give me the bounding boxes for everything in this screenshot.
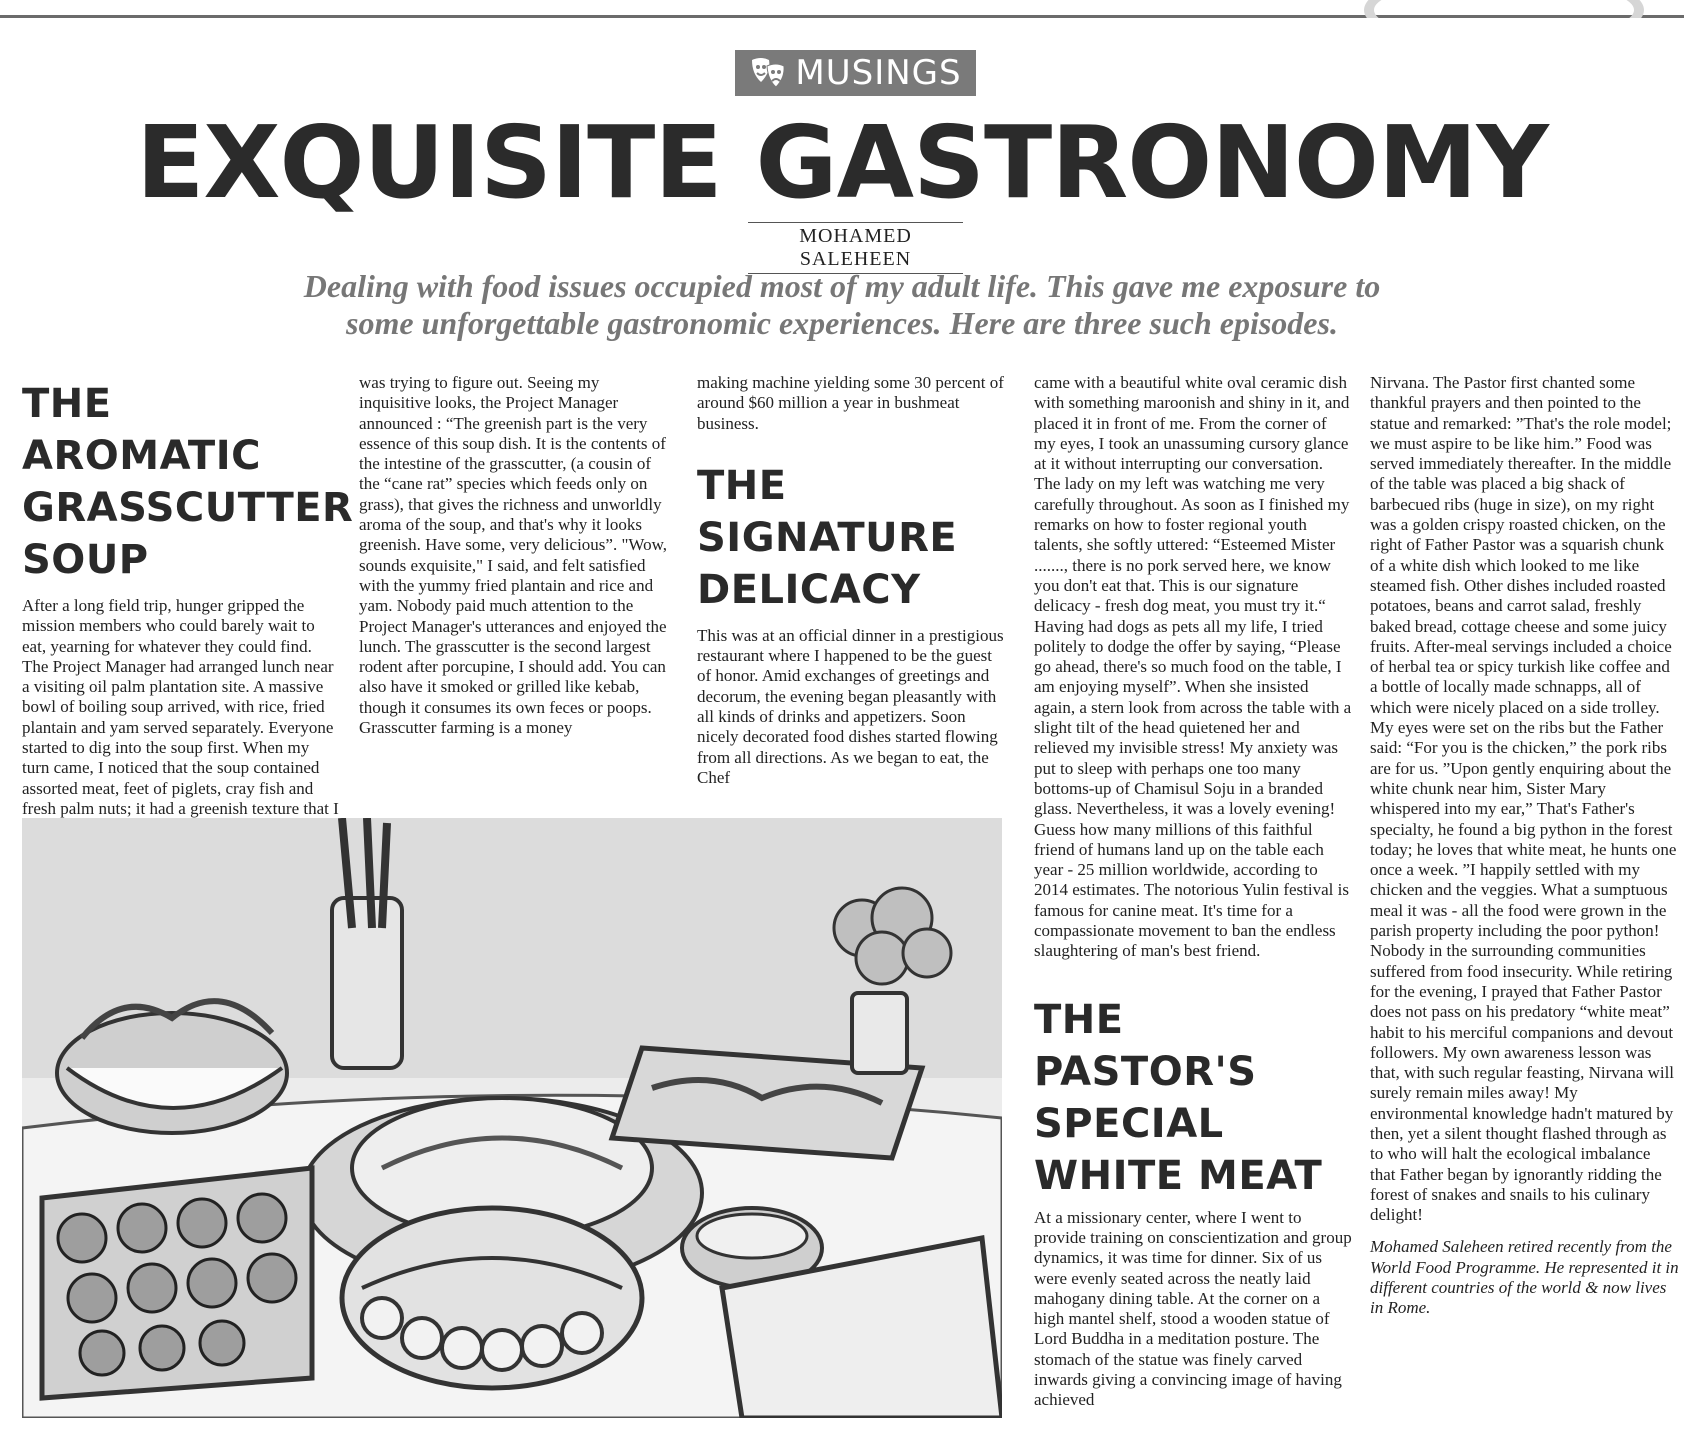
food-illustration	[22, 818, 1002, 1418]
column-3	[697, 373, 1007, 788]
page-title: EXQUISITE GASTRONOMY	[136, 104, 1548, 221]
byline: MOHAMED SALEHEEN	[748, 222, 963, 274]
column-4	[1034, 373, 1352, 1411]
story-paragraph: came with a beautiful white oval ceramic dish with something maroonish and shiny in it, and placed it in front of me. From the corner of my eyes, I took an unassuming cursory glance at it without interrupting our conversation. The lady on my left was watching me very carefully throughout. As soon as I finished my remarks on how to foster regional youth talents, she softly uttered: “Esteemed Mister ......., there is no pork served here, we know you don't eat that. This is our signature delicacy - fresh dog meat, you must try it.“ Having had dogs as pets all my life, I tried politely to dodge the offer by saying, “Please go ahead, there's so much food on the table, I am enjoying myself”. When she insisted again, a stern look from across the table with a slight tilt of the head quietened her and relieved my invisible stress! My anxiety was put to sleep with perhaps one too many bottoms-up of Chamisul Soju in a branded glass. Nevertheless, it was a lovely evening! Guess how many millions of this faithful friend of humans land up on the table each year - 25 million worldwide, according to 2014 estimates. The notorious Yulin festival is famous for canine meat. It's time for a compassionate movement to ban the endless slaughtering of man's best friend.	[1034, 373, 1352, 961]
story-heading-grasscutter: THE AROMATIC GRASSCUTTER SOUP	[22, 381, 354, 583]
column-1	[22, 378, 354, 819]
standfirst-line: Dealing with food issues occupied most of my adult life. This gave me exposure to	[303, 268, 1381, 304]
story-paragraph: This was at an official dinner in a prestigious restaurant where I happened to be the guest of honor. Amid exchanges of greetings and decorum, the evening began pleasantly with all kinds of drinks and appetizers. Soon nicely decorated food dishes started flowing from all directions. As we began to eat, the Chef	[697, 625, 1004, 787]
story-paragraph: Nirvana. The Pastor first chanted some thankful prayers and then pointed to the statue and remarked: ”That's the role model; we must aspire to be like him.” Food was served immediately thereafter. In the middle of the table was placed a big shack of barbecued ribs (huge in size), on my right was a golden crispy roasted chicken, on the right of Father Pastor was a squarish chunk of a white dish which looked to me like steamed fish. Other dishes included roasted potatoes, beans and carrot salad, freshly baked bread, cottage cheese and some juicy fruits. After-meal servings included a choice of herbal tea or spicy turkish like coffee and a bottle of locally made schnapps, all of which were nicely placed on a side trolley. My eyes were set on the ribs but the Father said: “For you is the chicken,” the pork ribs are for us. ”Upon gently enquiring about the white chunk near him, Sister Mary whispered into my ear,” That's Father's specialty, he found a big python in the forest today; he loves that white meat, he hunts one once a week. ”I happily settled with my chicken and the veggies. What a sumptuous meal it was - all the food were grown in the parish property including the poor python! Nobody in the surrounding communities suffered from food insecurity. While retiring for the evening, I prayed that Father Pastor does not pass on his predatory “white meat” habit to his merciful companions and devout followers. My own awareness lesson was that, with such regular feasting, Nirvana will surely remain miles away! My environmental knowledge hadn't matured by then, yet a silent thought flashed through as to who will halt the ecological imbalance that Father began by ignorantly ridding the forest of snakes and snails to his culinary delight!	[1370, 373, 1677, 1225]
standfirst	[180, 268, 1504, 342]
story-heading-signature: THE SIGNATURE DELICACY	[697, 462, 958, 613]
section-badge	[735, 50, 976, 96]
column-5	[1370, 373, 1680, 1319]
story-paragraph: making machine yielding some 30 percent of around $60 million a year in bushmeat business.	[697, 373, 1004, 433]
food-illustration-drawing	[22, 818, 1002, 1418]
story-paragraph: was trying to figure out. Seeing my inquisitive looks, the Project Manager announced : “The greenish part is the very essence of this soup dish. It is the contents of the intestine of the grasscutter, (a cousin of the “cane rat” species which feeds only on grass), that gives the richness and unworldly aroma of the soup, and that's why it looks greenish. Have some, very delicious”. "Wow, sounds exquisite," I said, and felt satisfied with the yummy fried plantain and rice and yam. Nobody paid much attention to the Project Manager's utterances and enjoyed the lunch. The grasscutter is the second largest rodent after porcupine, I should add. You can also have it smoked or grilled like kebab, though it consumes its own feces or poops. Grasscutter farming is a money	[359, 373, 668, 738]
section-label: MUSINGS	[795, 53, 962, 93]
story-paragraph: After a long field trip, hunger gripped the mission members who could barely wait to eat, yearning for whatever they could find. The Project Manager had arranged lunch near a visiting oil palm plantation site. A massive bowl of boiling soup arrived, with rice, fried plantain and yam served separately. Everyone started to dig into the soup first. When my turn came, I noticed that the soup contained assorted meat, feet of piglets, cray fish and fresh palm nuts; it had a greenish texture that I	[22, 596, 339, 818]
top-band	[0, 0, 1684, 18]
story-heading-pastor: THE PASTOR'S SPECIAL WHITE MEAT	[1034, 996, 1323, 1199]
column-2	[359, 373, 675, 738]
standfirst-line: some unforgettable gastronomic experiences. Here are three such episodes.	[346, 305, 1338, 341]
author-note: Mohamed Saleheen retired recently from the World Food Programme. He represented it in different countries of the world & now lives in Rome.	[1370, 1237, 1679, 1318]
masks-icon	[749, 56, 787, 90]
story-paragraph: At a missionary center, where I went to provide training on conscientization and group dynamics, it was time for dinner. Six of us were evenly seated across the neatly laid mahogany dining table. At the corner on a high mantel shelf, stood a wooden statue of Lord Buddha in a meditation posture. The stomach of the statue was finely carved inwards giving a convincing image of having achieved	[1034, 1207, 1352, 1410]
decorative-swoosh	[1364, 0, 1644, 18]
